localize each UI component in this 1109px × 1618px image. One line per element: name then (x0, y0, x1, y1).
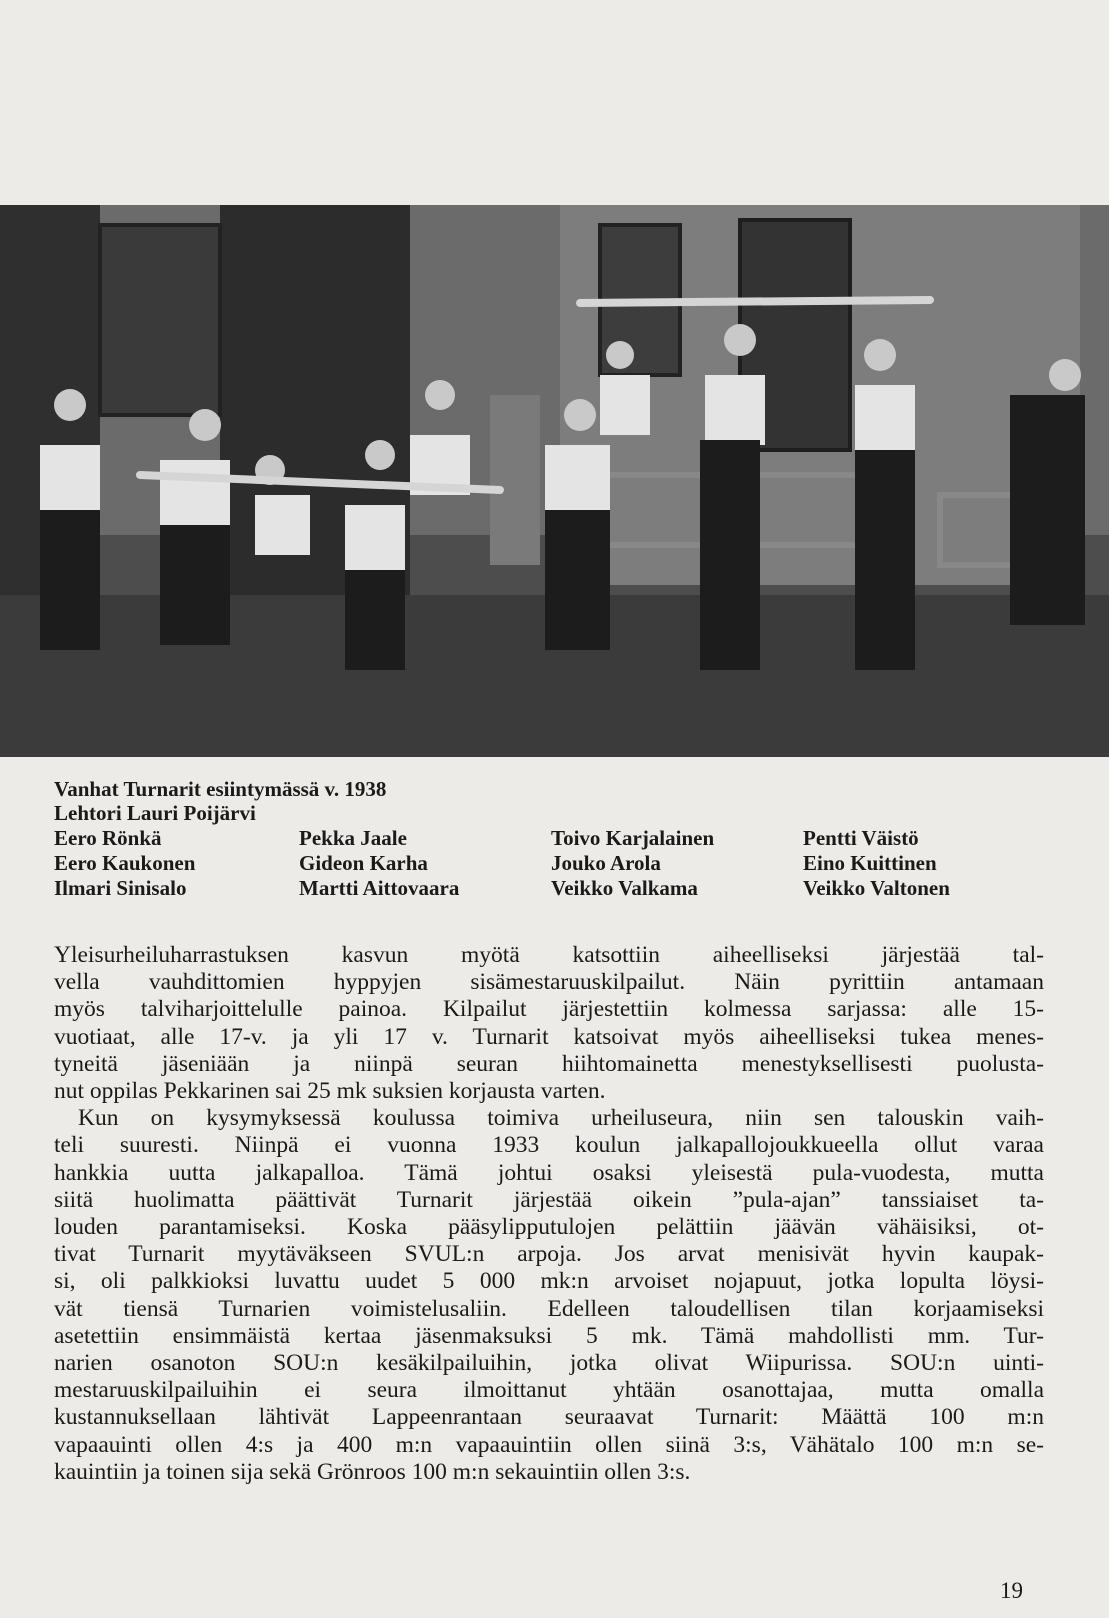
name: Eino Kuittinen (803, 851, 937, 875)
names-column-1 (54, 826, 195, 901)
name: Eero Kaukonen (54, 851, 196, 875)
text-line: hankkia uutta jalkapalloa. Tämä johtui osaksi yleisestä pula-vuodesta, mutta (54, 1159, 1044, 1186)
names-column-4 (803, 826, 950, 901)
text-line: myös talviharjoittelulle painoa. Kilpailut järjestettiin kolmessa sarjassa: alle 15- (54, 996, 1044, 1023)
name: Toivo Karjalainen (551, 826, 715, 850)
caption-leader: Lehtori Lauri Poijärvi (54, 801, 256, 825)
text-line: Yleisurheiluharrastuksen kasvun myötä katsottiin aiheelliseksi järjestää tal- (54, 942, 1044, 968)
text-line: teli suuresti. Niinpä ei vuonna 1933 koulun jalkapallojoukkueella ollut varaa (54, 1132, 1044, 1159)
text-line: mestaruuskilpailuihin ei seura ilmoittanut yhtään osanottajaa, mutta omalla (54, 1377, 1044, 1404)
text-line: kustannuksellaan lähtivät Lappeenrantaan seuraavat Turnarit: Määttä 100 m:n (54, 1404, 1044, 1431)
gymnasts-photograph (0, 205, 1109, 757)
text-line: vuotiaat, alle 17-v. ja yli 17 v. Turnarit katsoivat myös aiheelliseksi tukea menes- (54, 1023, 1044, 1050)
text-line: tyneitä jäseniään ja niinpä seuran hiihtomainetta menestyksellisesti puolusta- (54, 1050, 1044, 1077)
text-line: siitä huolimatta päättivät Turnarit järjestää oikein ”pula-ajan” tanssiaiset ta- (54, 1186, 1044, 1213)
caption-title: Vanhat Turnarit esiintymässä v. 1938 (54, 777, 387, 801)
name: Pekka Jaale (299, 826, 407, 850)
names-column-3 (551, 826, 714, 901)
name: Veikko Valtonen (803, 876, 950, 900)
text-line: Kun on kysymyksessä koulussa toimiva urheiluseura, niin sen talouskin vaih- (78, 1105, 1044, 1132)
name: Veikko Valkama (551, 876, 698, 900)
page-number: 19 (1000, 1578, 1023, 1603)
text-line: narien osanoton SOU:n kesäkilpailuihin, jotka olivat Wiipurissa. SOU:n uinti- (54, 1350, 1044, 1377)
name: Jouko Arola (551, 851, 661, 875)
photo-caption (54, 777, 1054, 825)
text-line: vella vauhdittomien hyppyjen sisämestaruuskilpailut. Näin pyrittiin antamaan (54, 969, 1044, 996)
name: Martti Aittovaara (299, 876, 460, 900)
name: Eero Rönkä (54, 826, 162, 850)
name: Gideon Karha (299, 851, 428, 875)
text-line: vät tiensä Turnarien voimistelusaliin. Edelleen taloudellisen tilan korjaamiseksi (54, 1295, 1044, 1322)
name: Pentti Väistö (803, 826, 919, 850)
names-column-2 (299, 826, 459, 901)
text-line: louden parantamiseksi. Koska pääsylipputulojen pelättiin jäävän vähäisiksi, ot- (54, 1214, 1044, 1241)
text-line: tivat Turnarit myytäväkseen SVUL:n arpoja. Jos arvat menisivät hyvin kaupak- (54, 1241, 1044, 1268)
body-paragraphs (54, 942, 1044, 1486)
name: Ilmari Sinisalo (54, 876, 187, 900)
text-line: asetettiin ensimmäistä kertaa jäsenmaksuksi 5 mk. Tämä mahdollisti mm. Tur- (54, 1322, 1044, 1349)
text-line: si, oli palkkioksi luvattu uudet 5 000 mk:n arvoiset nojapuut, jotka lopulta löysi- (54, 1268, 1044, 1295)
text-line: kauintiin ja toinen sija sekä Grönroos 100 m:n sekauintiin ollen 3:s. (54, 1458, 691, 1485)
text-line: nut oppilas Pekkarinen sai 25 mk suksien korjausta varten. (54, 1078, 606, 1105)
text-line: vapaauinti ollen 4:s ja 400 m:n vapaauintiin ollen siinä 3:s, Vähätalo 100 m:n se- (54, 1431, 1044, 1458)
